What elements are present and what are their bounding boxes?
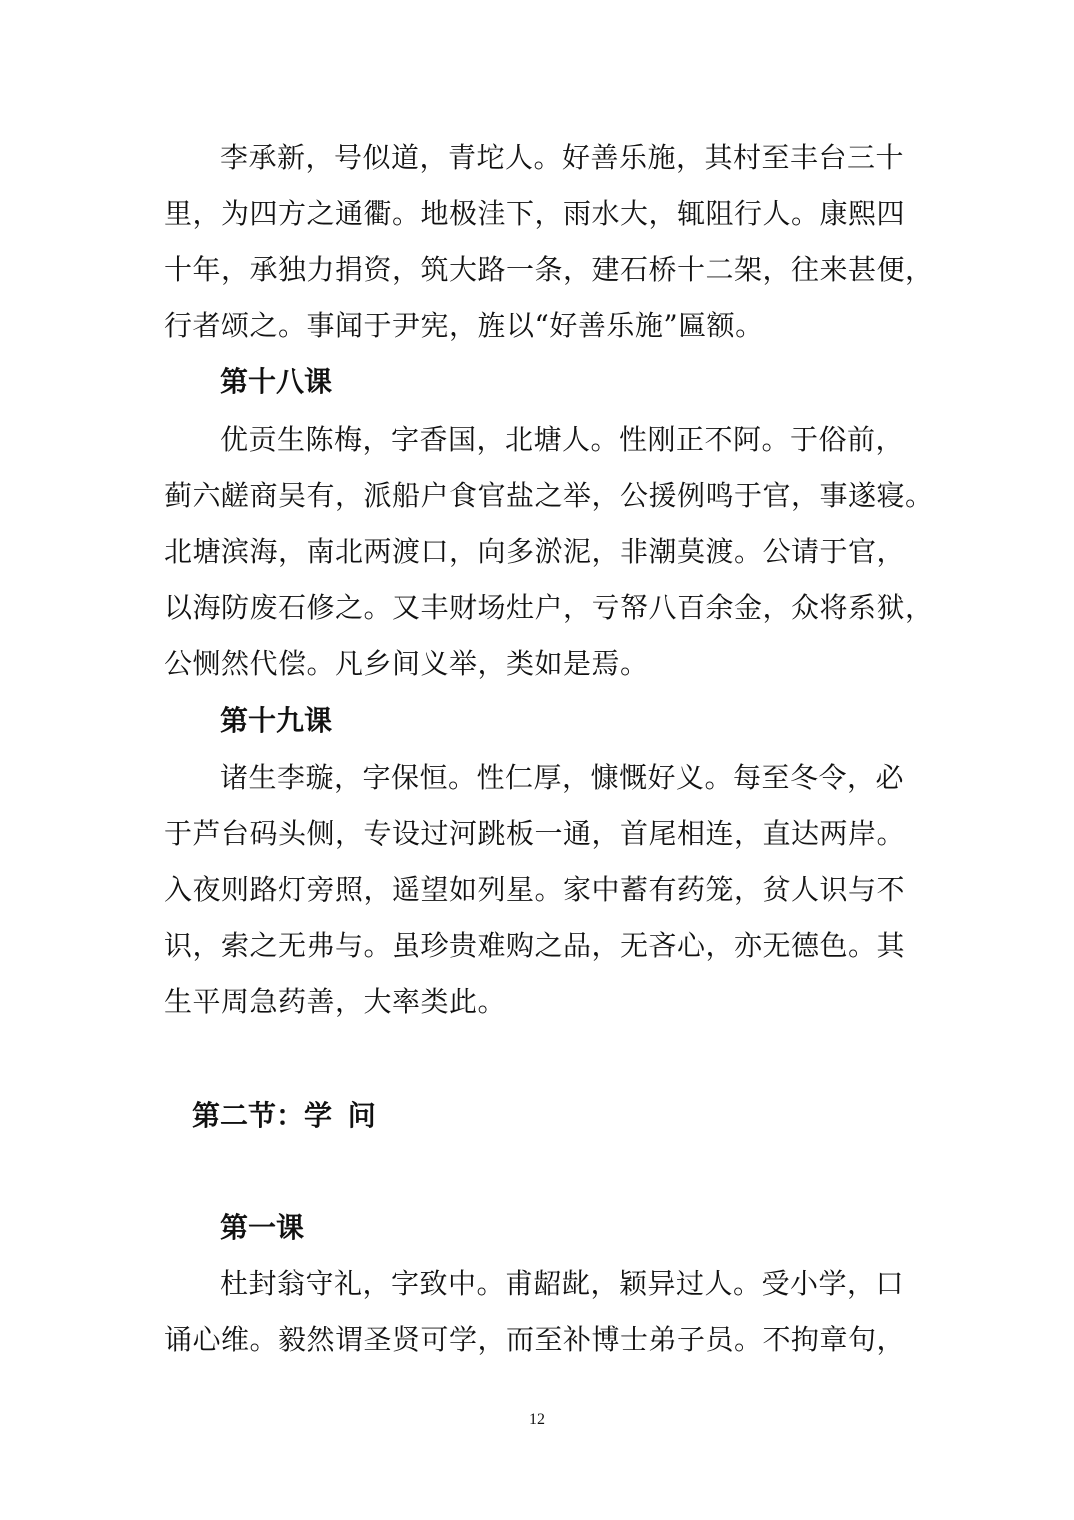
paragraph-line: 优贡生陈梅，字香国，北塘人。性刚正不阿。于俗前， (220, 423, 905, 456)
paragraph-line: 诸生李璇，字保恒。性仁厚，慷慨好义。每至冬令，必 (220, 761, 905, 794)
paragraph-line: 杜封翁守礼，字致中。甫龆龀，颖异过人。受小学，口 (220, 1267, 905, 1300)
paragraph-line: 识，索之无弗与。虽珍贵难购之品，无吝心，亦无德色。其 (164, 929, 906, 962)
paragraph-line: 蓟六鹾商吴有，派船户食官盐之举，公援例鸣于官，事遂寝。 (164, 479, 934, 512)
page-number: 12 (529, 1411, 545, 1428)
lesson-heading: 第一课 (220, 1211, 305, 1244)
paragraph-line: 北塘滨海，南北两渡口，向多淤泥，非潮莫渡。公请于官， (164, 535, 906, 568)
paragraph-line: 里，为四方之通衢。地极洼下，雨水大，辄阻行人。康熙四 (164, 197, 906, 230)
lesson-heading: 第十八课 (220, 365, 333, 398)
paragraph-line: 入夜则路灯旁照，遥望如列星。家中蓄有药笼，贫人识与不 (164, 873, 906, 906)
paragraph-line: 诵心维。毅然谓圣贤可学，而至补博士弟子员。不拘章句， (164, 1323, 906, 1356)
paragraph-line: 李承新，号似道，青坨人。好善乐施，其村至丰台三十 (220, 141, 905, 174)
paragraph-line: 于芦台码头侧，专设过河跳板一通，首尾相连，直达两岸。 (164, 817, 906, 850)
paragraph-line: 行者颂之。事闻于尹宪，旌以“好善乐施”匾额。 (164, 309, 764, 342)
paragraph-line: 生平周急药善，大率类此。 (164, 985, 507, 1018)
paragraph-line: 以海防废石修之。又丰财场灶户，亏帑八百余金，众将系狱， (164, 591, 934, 624)
section-heading: 第二节：学 问 (192, 1099, 376, 1132)
paragraph-line: 公恻然代偿。凡乡间义举，类如是焉。 (164, 647, 649, 680)
paragraph-line: 十年，承独力捐资，筑大路一条，建石桥十二架，往来甚便， (164, 253, 934, 286)
lesson-heading: 第十九课 (220, 704, 333, 737)
